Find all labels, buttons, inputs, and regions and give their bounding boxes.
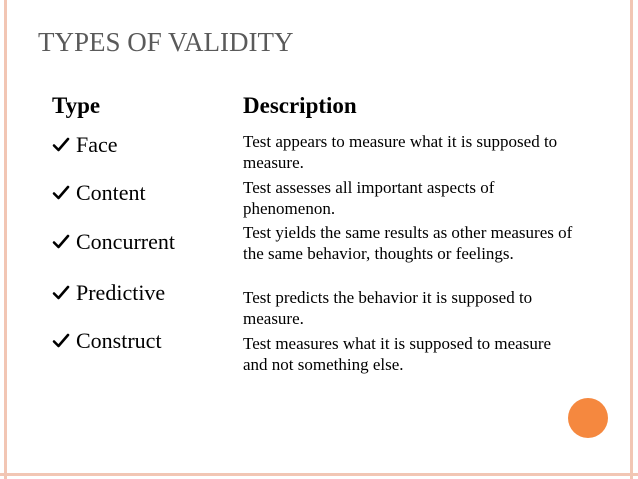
type-item-construct	[52, 328, 162, 354]
description-construct: Test measures what it is supposed to measure and not something else.	[243, 334, 552, 374]
bottom-border-line	[0, 473, 638, 476]
slide-title: TYPES OF VALIDITY	[38, 27, 294, 57]
checkmark-icon	[52, 184, 70, 202]
left-border-line	[4, 0, 7, 479]
type-label: Concurrent	[76, 229, 175, 254]
checkmark-icon	[52, 284, 70, 302]
type-item-concurrent	[52, 229, 175, 255]
description-predictive: Test predicts the behavior it is supposed to measure.	[243, 288, 533, 328]
checkmark-icon	[52, 136, 70, 154]
right-border-line	[630, 0, 633, 479]
type-label: Face	[76, 132, 118, 157]
decorative-orange-circle	[568, 398, 608, 438]
description-concurrent: Test yields the same results as other measures of the same behavior, thoughts or feelings.	[243, 223, 573, 263]
description-content: Test assesses all important aspects of phenomenon.	[243, 178, 495, 218]
checkmark-icon	[52, 233, 70, 251]
type-label: Content	[76, 180, 146, 205]
checkmark-icon	[52, 332, 70, 350]
type-label: Predictive	[76, 280, 166, 305]
type-item-face	[52, 132, 118, 158]
type-label: Construct	[76, 328, 162, 353]
column-header-description: Description	[243, 93, 357, 118]
type-item-predictive	[52, 280, 165, 306]
column-header-type: Type	[52, 93, 101, 118]
description-face: Test appears to measure what it is supposed to measure.	[243, 132, 558, 172]
type-item-content	[52, 180, 146, 206]
